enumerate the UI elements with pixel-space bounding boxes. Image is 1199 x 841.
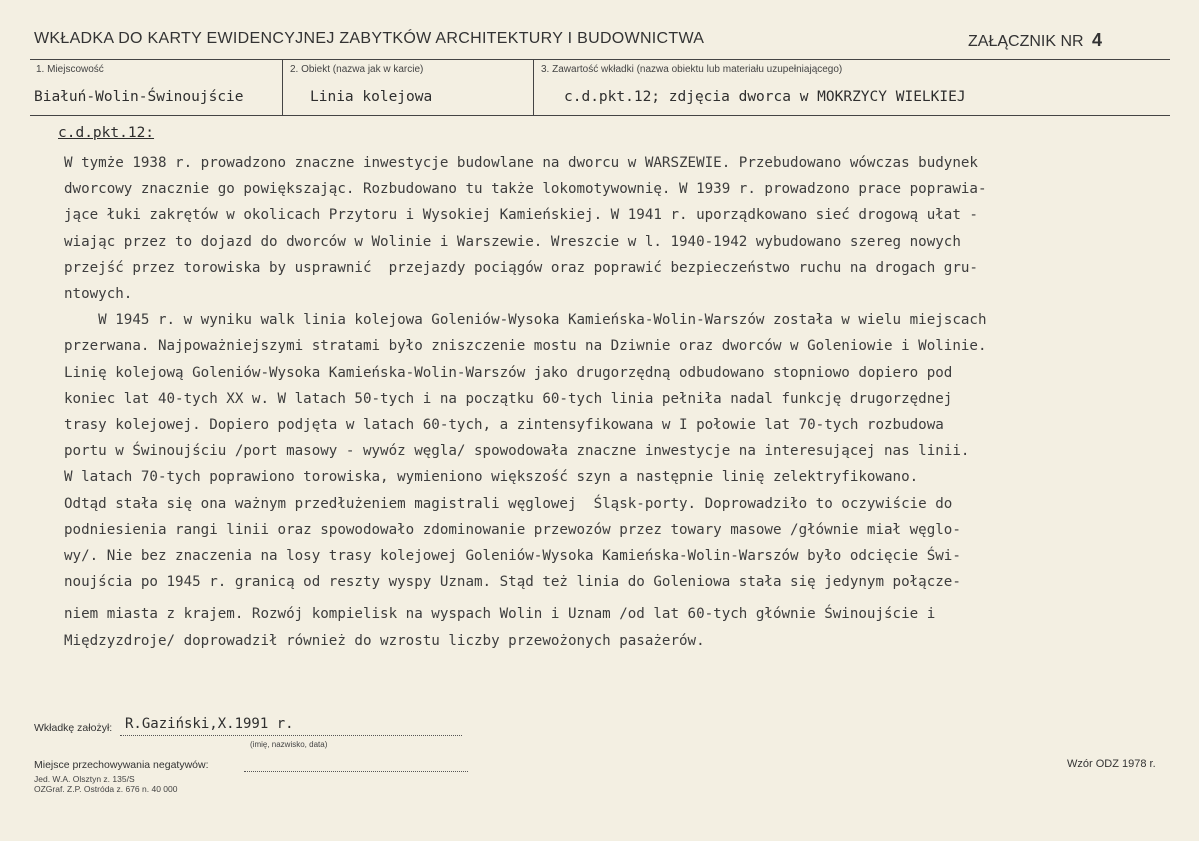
body-line: portu w Świnoujściu /port masowy - wywóz węgla/ spowodowała znaczne inwestycje na interesującej nas linii. xyxy=(64,443,970,460)
section-heading: c.d.pkt.12: xyxy=(58,125,155,141)
founded-dotted-line xyxy=(120,735,462,736)
object-value: Linia kolejowa xyxy=(310,89,433,105)
body-line: W latach 70-tych poprawiono torowiska, wymieniono większość szyn a następnie linię zelektryfikowano. xyxy=(64,469,919,486)
founded-value: R.Gaziński,X.1991 r. xyxy=(125,716,294,732)
card-title: WKŁADKA DO KARTY EWIDENCYJNEJ ZABYTKÓW ARCHITEKTURY I BUDOWNICTWA xyxy=(34,30,705,47)
body-line: Linię kolejową Goleniów-Wysoka Kamieńska-Wolin-Warszów jako drugorzędną odbudowano stopniowo dopiero pod xyxy=(64,364,953,381)
body-line: W tymże 1938 r. prowadzono znaczne inwestycje budowlane na dworcu w WARSZEWIE. Przebudowano wówczas budynek xyxy=(64,155,978,171)
header-top-rule xyxy=(30,59,1170,60)
body-line: przerwana. Najpoważniejszymi stratami było zniszczenie mostu na Dziwnie oraz dworców w Goleniowie i Wolinie. xyxy=(64,338,987,355)
print-info-line: OZGraf. Z.P. Ostróda z. 676 n. 40 000 xyxy=(34,784,178,794)
body-line: dworcowy znacznie go powiększając. Rozbudowano tu także lokomotywownię. W 1939 r. prowadzono prace poprawia- xyxy=(64,181,987,198)
body-line: przejść przez torowiska by usprawnić przejazdy pociągów oraz poprawić bezpieczeństwo ruchu na drogach gru- xyxy=(64,259,978,276)
body-line: ntowych. xyxy=(64,286,133,303)
content-label: 3. Zawartość wkładki (nazwa obiektu lub materiału uzupełniającego) xyxy=(541,64,843,75)
negatives-dotted-line xyxy=(244,771,468,772)
object-label: 2. Obiekt (nazwa jak w karcie) xyxy=(290,64,424,75)
negatives-label: Miejsce przechowywania negatywów: xyxy=(34,759,209,771)
content-value: c.d.pkt.12; zdjęcia dworca w MOKRZYCY WIELKIEJ xyxy=(564,89,966,105)
annex-label-text: ZAŁĄCZNIK NR xyxy=(968,33,1084,50)
print-info-line: Jed. W.A. Olsztyn z. 135/S xyxy=(34,774,135,784)
body-line: koniec lat 40-tych XX w. W latach 50-tych i na początku 60-tych linia pełniła nadal funkcję drugorzędnej xyxy=(64,390,953,407)
body-line: Międzyzdroje/ doprowadził również do wzrostu liczby przewożonych pasażerów. xyxy=(64,632,705,649)
column-divider-1 xyxy=(282,59,283,115)
annex-label xyxy=(968,30,1102,51)
locality-value: Białuń-Wolin-Świnoujście xyxy=(34,89,244,105)
founded-caption: (imię, nazwisko, data) xyxy=(250,740,328,749)
annex-number: 4 xyxy=(1092,30,1103,50)
body-line: niem miasta z krajem. Rozwój kompielisk na wyspach Wolin i Uznam /od lat 60-tych głównie Świnoujście i xyxy=(64,606,936,623)
body-line: W 1945 r. w wyniku walk linia kolejowa Goleniów-Wysoka Kamieńska-Wolin-Warszów została w wielu miejscach xyxy=(64,312,987,329)
body-line: noujścia po 1945 r. granicą od reszty wyspy Uznam. Stąd też linia do Goleniowa stała się jedynym połącze- xyxy=(64,574,961,591)
body-line: trasy kolejowej. Dopiero podjęta w latach 60-tych, a zintensyfikowana w I połowie lat 70-tych rozbudowa xyxy=(64,417,944,434)
header-bottom-rule xyxy=(30,115,1170,116)
form-id: Wzór ODZ 1978 r. xyxy=(1067,758,1156,770)
body-line: wiając przez to dojazd do dworców w Wolinie i Warszewie. Wreszcie w l. 1940-1942 wybudowano szereg nowych xyxy=(64,233,961,250)
body-text xyxy=(64,150,1154,654)
print-info xyxy=(34,774,177,794)
column-divider-2 xyxy=(533,59,534,115)
body-line: Odtąd stała się ona ważnym przedłużeniem magistrali węglowej Śląsk-porty. Doprowadziło to oczywiście do xyxy=(64,495,953,512)
founded-label: Wkładkę założył: xyxy=(34,722,113,734)
body-line: jące łuki zakrętów w okolicach Przytoru i Wysokiej Kamieńskiej. W 1941 r. uporządkowano sieć drogową ułat - xyxy=(64,207,978,224)
body-line: wy/. Nie bez znaczenia na losy trasy kolejowej Goleniów-Wysoka Kamieńska-Wolin-Warszów było odcięcie Świ- xyxy=(64,548,961,565)
locality-label: 1. Miejscowość xyxy=(36,64,104,75)
body-line: podniesienia rangi linii oraz spowodowało zdominowanie przewozów przez towary masowe /głównie miał węglo- xyxy=(64,521,961,538)
